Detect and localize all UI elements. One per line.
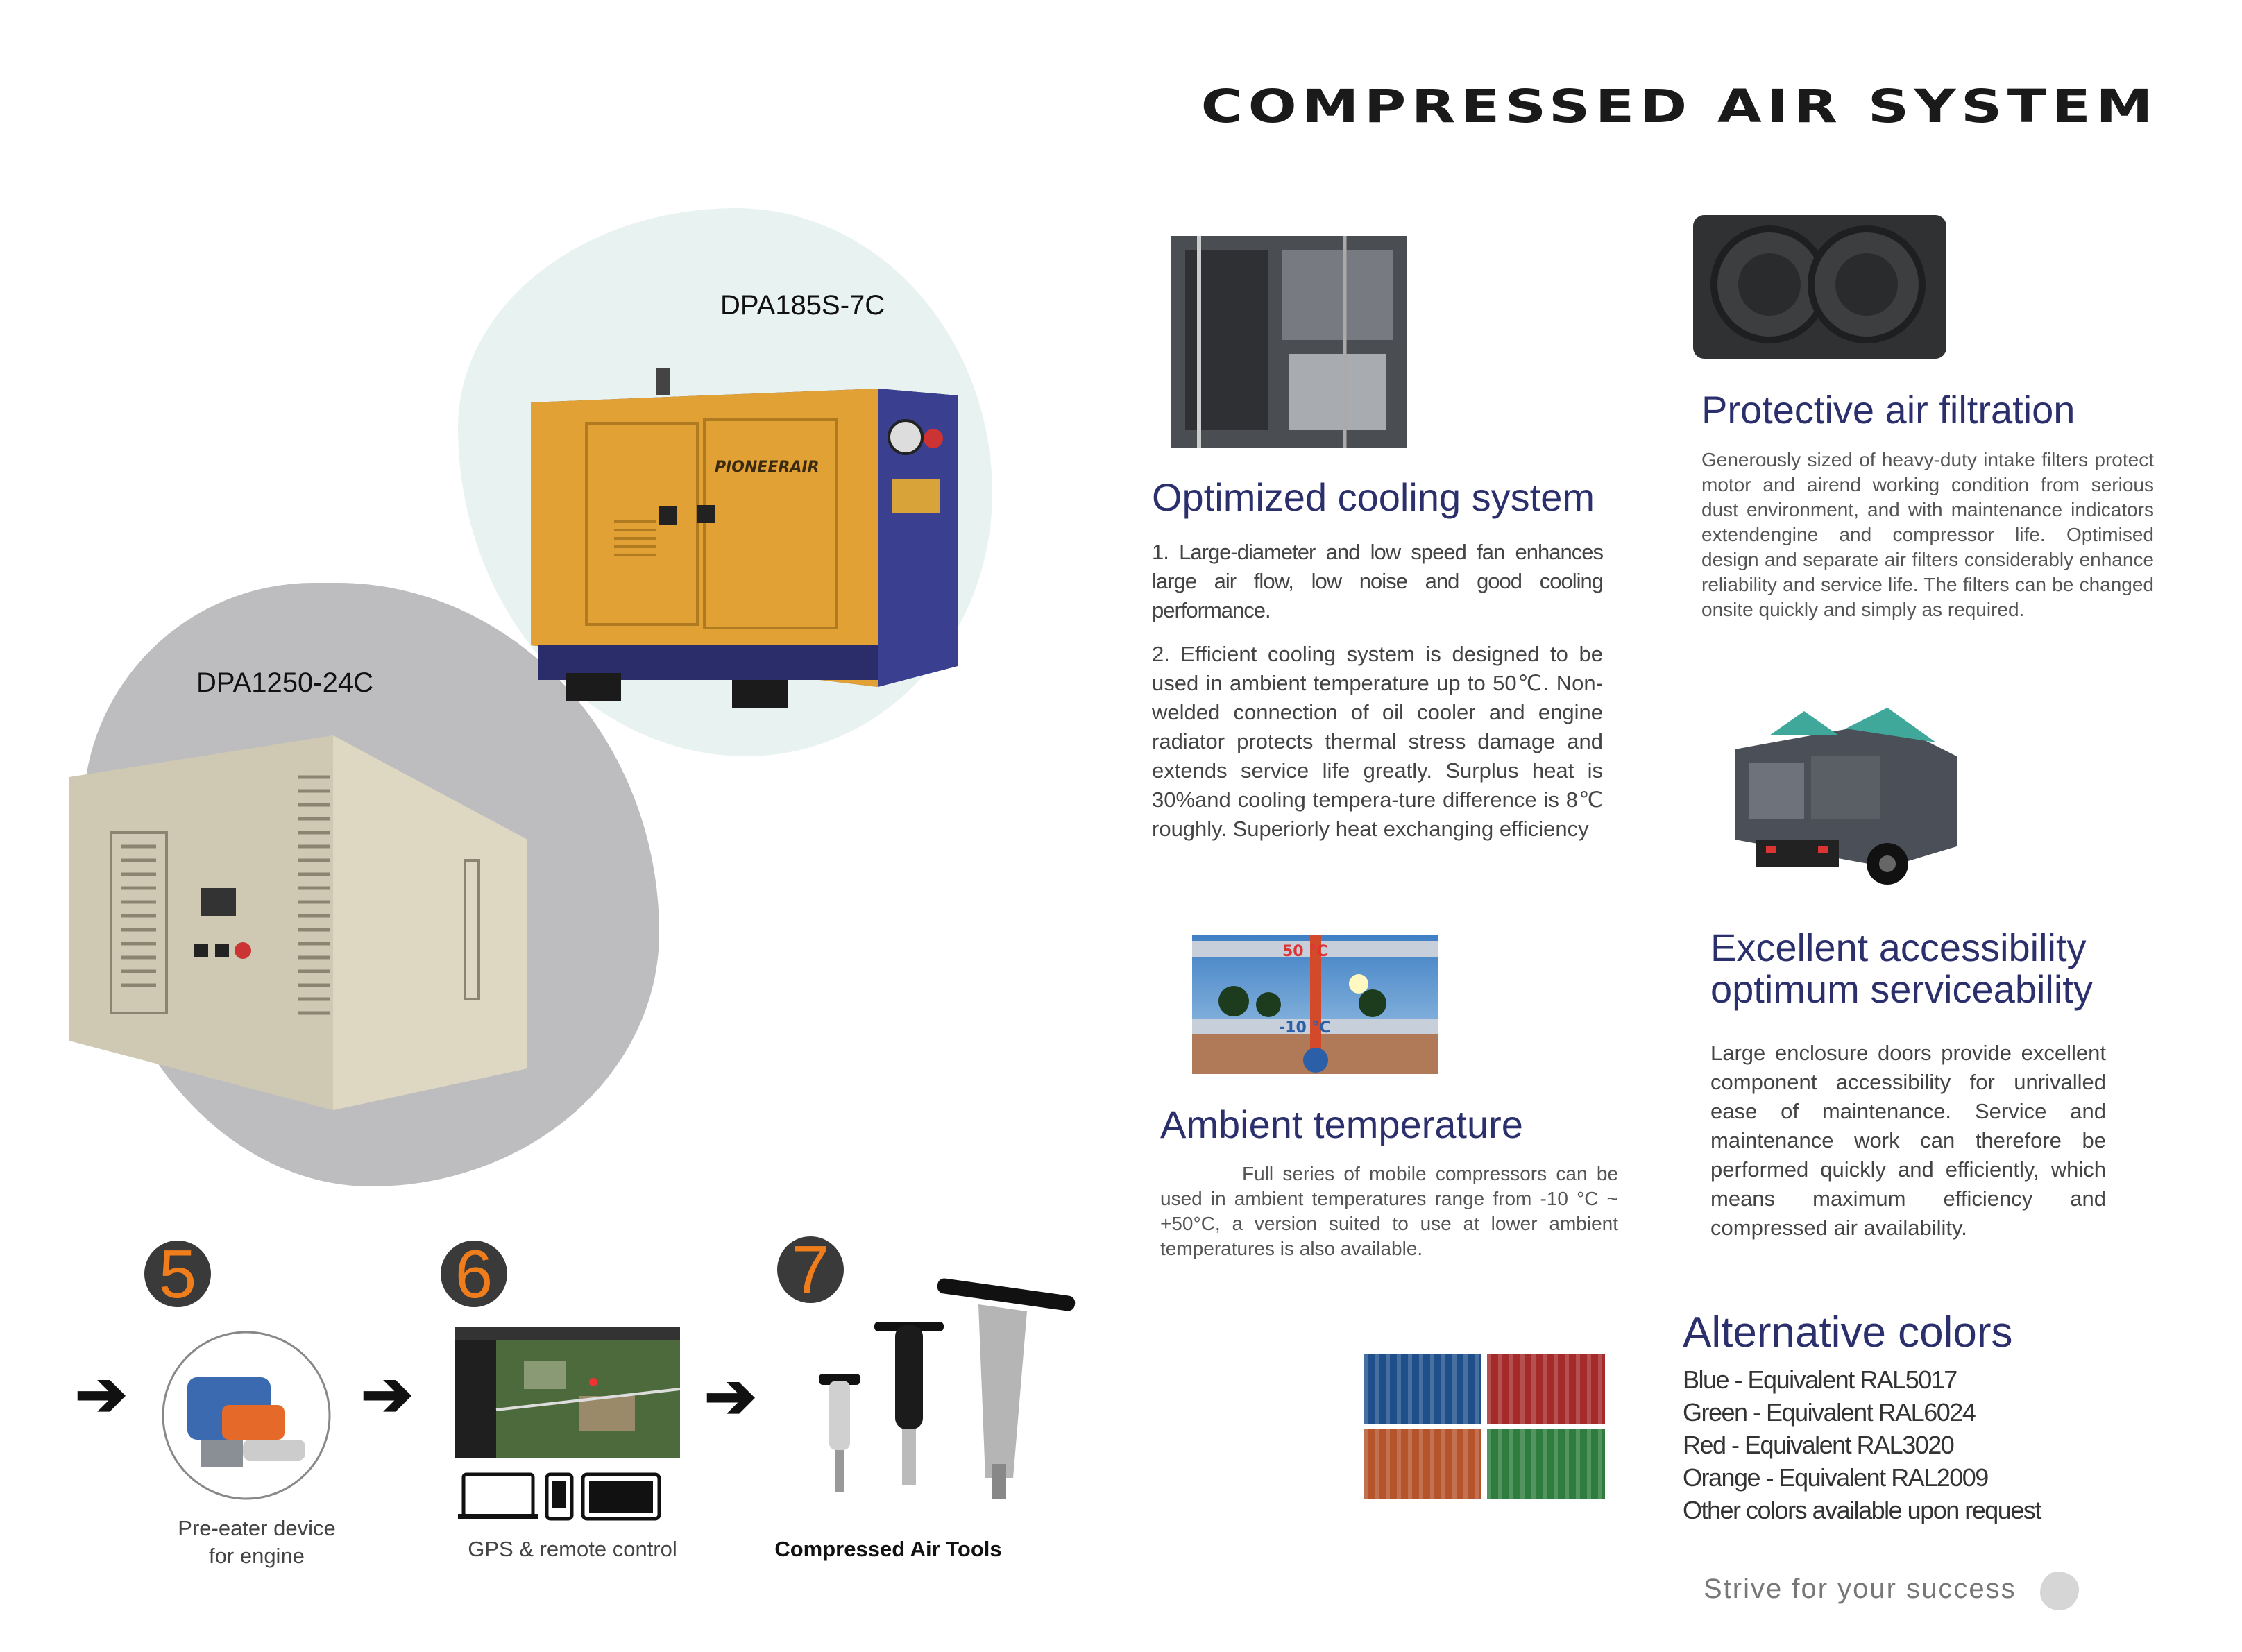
devices-icon — [458, 1471, 666, 1523]
model-label-large: DPA1250-24C — [196, 667, 373, 698]
air-tools-image — [805, 1270, 1096, 1506]
footer-logo-mark — [2040, 1572, 2079, 1610]
filtration-heading: Protective air filtration — [1701, 388, 2075, 432]
step-6-caption: GPS & remote control — [468, 1537, 677, 1561]
model-label-small: DPA185S-7C — [720, 290, 885, 321]
step-number-5: 5 — [144, 1241, 211, 1307]
arrow-right-icon: ➔ — [75, 1360, 128, 1429]
thermo-low-label: -10 °C — [1279, 1019, 1331, 1037]
filtration-body: Generously sized of heavy-duty intake filters protect motor and airend working condition from serious dust environment, and with maintenance indicators extendengine and compressor life. Optimised design and separate air filters considerably enhance reliability and service life. The filters can be changed onsite quickly and simply as required. — [1701, 449, 2154, 620]
step-number-6: 6 — [441, 1241, 507, 1307]
cooling-system-photo — [1171, 236, 1407, 448]
brand-text: PIONEERAIR — [715, 459, 819, 476]
arrow-right-icon: ➔ — [704, 1362, 757, 1431]
swatch-green — [1487, 1429, 1605, 1499]
yellow-compressor-image — [517, 361, 961, 722]
ambient-heading: Ambient temperature — [1160, 1102, 1523, 1146]
cooling-paragraph-2: 2. Efficient cooling system is designed to be used in ambient temperature up to 50℃. Non-welded connection of oil cooler and engine radiator protects thermal stress damage and extends service life greatly. Surplus heat is 30%and cooling tempera-ture difference is 8℃ roughly. Superiorly heat exchanging efficiency — [1152, 642, 1603, 841]
colors-heading: Alternative colors — [1683, 1309, 2013, 1356]
accessibility-heading-line1: Excellent accessibility — [1710, 926, 2087, 969]
color-swatches — [1364, 1354, 1610, 1504]
air-filter-photo — [1693, 215, 1946, 359]
container-compressor-image — [69, 735, 541, 1110]
color-item: Orange - Equivalent RAL2009 — [1683, 1463, 1988, 1492]
swatch-blue — [1364, 1354, 1481, 1424]
accessibility-body: Large enclosure doors provide excellent component accessibility for unrivalled ease of maintenance. Service and maintenance work can therefore be performed quickly and efficiently, which means maximum efficiency and compressed air availability. — [1710, 1041, 2106, 1240]
cooling-paragraph-1: 1. Large-diameter and low speed fan enhances large air flow, low noise and good cooling performance. — [1152, 540, 1603, 622]
step-5-caption-line1: Pre-eater device — [178, 1516, 336, 1540]
page-title: COMPRESSED AIR SYSTEM — [1200, 80, 2158, 133]
swatch-orange — [1364, 1429, 1481, 1499]
cooling-heading: Optimized cooling system — [1152, 475, 1595, 519]
thermometer-photo — [1192, 935, 1438, 1074]
swatch-red — [1487, 1354, 1605, 1424]
pre-heater-device-image — [160, 1329, 333, 1502]
footer-slogan: Strive for your success — [1704, 1574, 2016, 1604]
colors-list — [1683, 1363, 2041, 1526]
gps-map-screenshot — [455, 1327, 680, 1458]
step-5-caption-line2: for engine — [209, 1544, 305, 1568]
ambient-body: Full series of mobile compressors can be used in ambient temperatures range from -10 °C ~ +50°C, a version suited to use at lower ambient temperatures is also available. — [1160, 1163, 1618, 1259]
arrow-right-icon: ➔ — [361, 1360, 414, 1429]
mobile-compressor-image — [1728, 708, 1957, 895]
color-item: Red - Equivalent RAL3020 — [1683, 1431, 1954, 1459]
color-item: Other colors available upon request — [1683, 1496, 2041, 1524]
step-number-7: 7 — [777, 1236, 844, 1303]
step-7-caption: Compressed Air Tools — [774, 1537, 1002, 1561]
thermo-high-label: 50 °C — [1282, 943, 1328, 960]
color-item: Blue - Equivalent RAL5017 — [1683, 1365, 1957, 1394]
color-item: Green - Equivalent RAL6024 — [1683, 1398, 1976, 1427]
accessibility-heading-line2: optimum serviceability — [1710, 967, 2093, 1011]
